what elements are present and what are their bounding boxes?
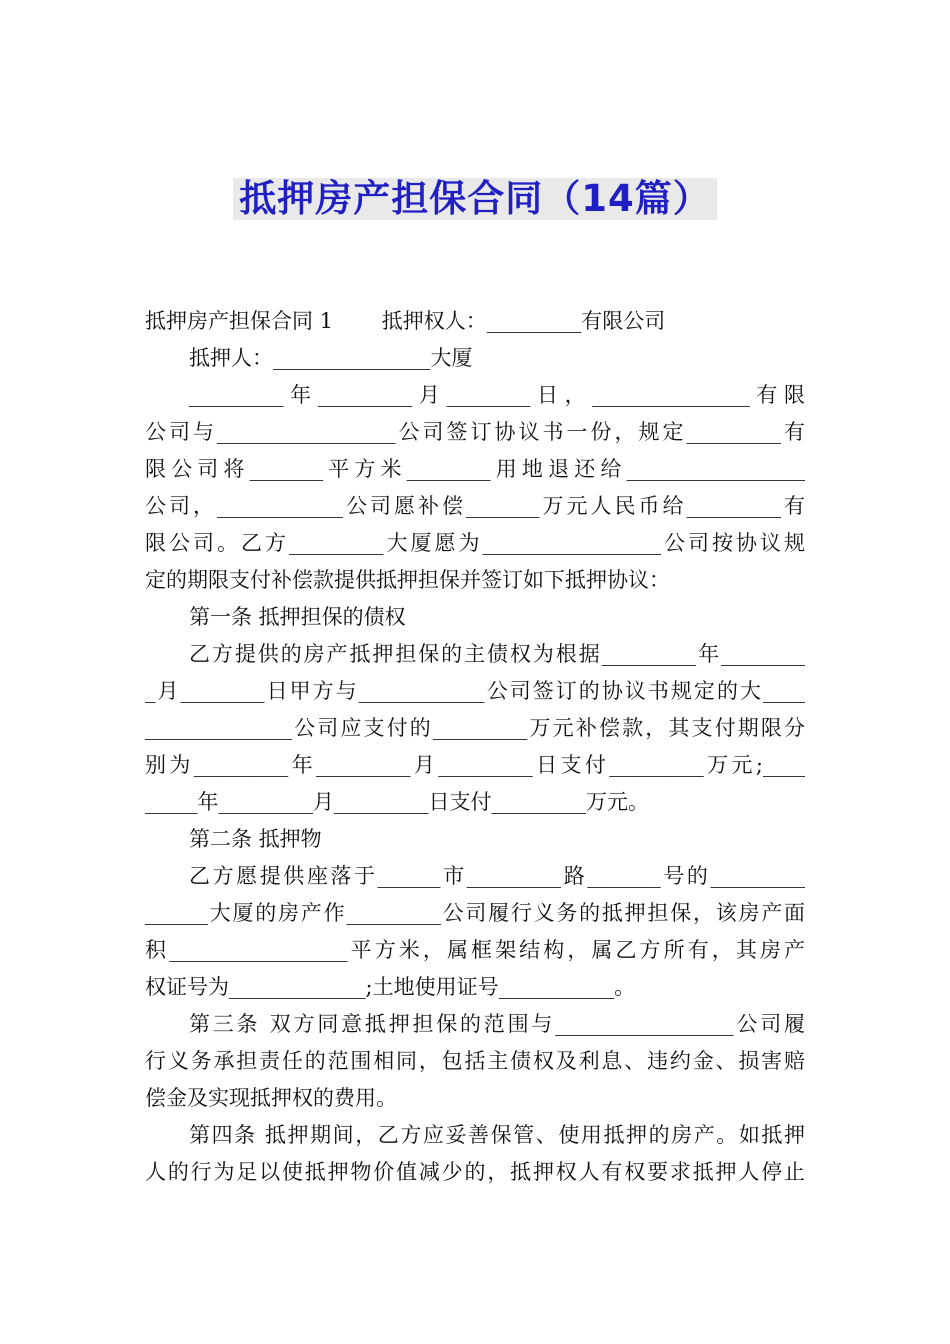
document-title: 抵押房产担保合同（14篇）: [233, 178, 717, 220]
document-line: 公司与_________________公司签订协议书一份，规定_________有: [145, 420, 805, 444]
title-wrapper: [0, 178, 950, 220]
document-line: 积_________________平方米，属框架结构，属乙方所有，其房产: [145, 938, 805, 962]
document-line: 乙方愿提供座落于______市_________路_______号的_________: [189, 864, 805, 888]
document-line: 抵押房产担保合同 1 抵押权人：_________有限公司: [145, 309, 666, 333]
document-line: 偿金及实现抵押权的费用。: [145, 1086, 397, 1110]
document-line: _____年_________月_________日支付_________万元。: [145, 790, 649, 814]
document-line: 第二条 抵押物: [189, 827, 322, 851]
document-line: 抵押人：_______________大厦: [189, 346, 473, 370]
document-line: ______大厦的房产作_________公司履行义务的抵押担保，该房产面: [145, 901, 805, 925]
document-line: 限公司。乙方_________大厦愿为_________________公司按协议规: [145, 531, 805, 555]
document-line: 第一条 抵押担保的债权: [189, 605, 406, 629]
document-line: 第三条 双方同意抵押担保的范围与_________________公司履: [189, 1012, 805, 1036]
document-line: 限公司将_______平方米________用地退还给_________________: [145, 457, 805, 481]
document-line: 行义务承担责任的范围相同，包括主债权及利息、违约金、损害赔: [145, 1049, 805, 1073]
document-line: _月________日甲方与____________公司签订的协议书规定的大____: [145, 679, 805, 703]
document-line: _________年_________月________日，_______________有限: [189, 383, 805, 407]
document-line: ______________公司应支付的_________万元补偿款，其支付期限分: [145, 716, 805, 740]
document-body: [145, 303, 805, 1191]
document-line: 别为_________年_________月_________日支付_________万元;____: [145, 753, 805, 777]
document-line: 乙方提供的房产抵押担保的主债权为根据_________年________: [189, 642, 805, 666]
document-line: 定的期限支付补偿款提供抵押担保并签订如下抵押协议：: [145, 568, 670, 592]
document-line: 第四条 抵押期间，乙方应妥善保管、使用抵押的房产。如抵押: [189, 1123, 805, 1147]
document-line: 人的行为足以使抵押物价值减少的，抵押权人有权要求抵押人停止: [145, 1160, 805, 1184]
document-line: 权证号为_____________;土地使用证号___________。: [145, 975, 636, 999]
document-line: 公司，____________公司愿补偿_______万元人民币给_________有: [145, 494, 805, 518]
